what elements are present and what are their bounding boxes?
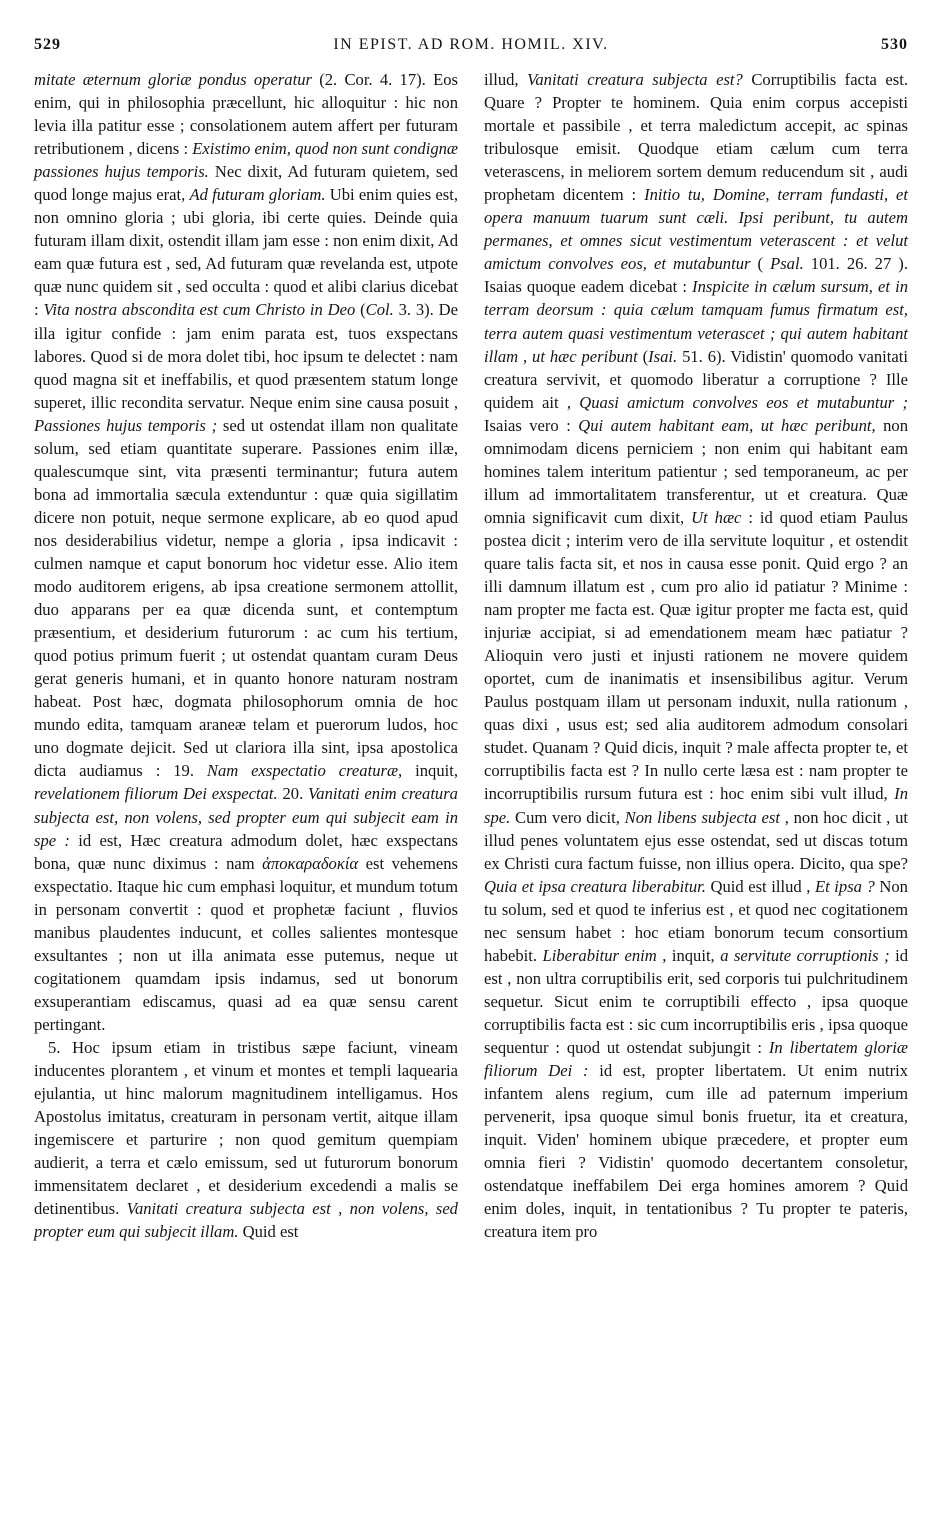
right-column xyxy=(484,68,908,1243)
text-run: id est, Hæc creatura admodum dolet, hæc exspectans bona, quæ nunc diximus : nam xyxy=(34,830,458,873)
italic-run: Col. xyxy=(365,300,394,320)
text-run: Cum vero dicit, xyxy=(510,807,625,827)
text-run: 101. 26. 27 ). Isaias quoque eadem dicebat : xyxy=(484,254,908,297)
text-run: 3. 3). De illa igitur confide : jam enim parata est, tuos exspectans labores. Quod si de mora dolet tibi, hoc ipsum te delectet : nam quod magna sit et ineffabilis, et quod præsentem statum longe superet, illic recondita servatur. Neque enim sine causa posuit , xyxy=(34,300,458,412)
text-run: , non hoc dicit , ut illud penes voluntatem ejus esse ostendat, sed ut discas totum ex Christi cura factum fuisse, non illius opera. Dicito, qua spe? xyxy=(484,807,908,873)
text-run: sed ut ostendat illam non qualitate solum, sed etiam quantitate superare. Passiones enim illæ, qualescumque sint, vita præsenti terminantur; futura autem bona ad immortalia sæcula extenduntur : quæ quia sigillatim dicere non potuit, neque sermone explicare, ab eo quod apud nos desiderabilius videtur, nempe a gloria , ipsa indicavit : culmen namque et caput bonorum hoc videtur esse. Alio item modo auditorem erigens, ab ipsa creatione sermonem attollit, duo apparans per ea quæ dicenda sunt, et contemptum præsentium, et desiderium futurorum : ac cum his tertium, quod potius primum fuerit ; ut ostendat quantam curam Deus gerat generis humani, et in quanto honore naturam nostram habeat. Post hæc, dogmata philosophorum omnia de hoc mundo edita, tamquam araneæ telam et puerorum ludos, hoc uno dogmate dejicit. Sed ut clariora illa sint, ipsa apostolica dicta audiamus : 19. xyxy=(34,415,458,781)
italic-run: Passiones hujus temporis ; xyxy=(34,415,218,435)
italic-run: Quia et ipsa creatura liberabitur. xyxy=(484,876,706,896)
text-run: Corruptibilis facta est. Quare ? Propter te hominem. Quia enim corpus accepisti mortale et passibile , et terra maledictum accepit, ac spinas tribulosque emisit. Quodque etiam cælum cum terra veterascens, in meliorem sortem demum reducendum sit , audi prophetam dicentem : xyxy=(484,70,908,205)
italic-run: Ut hæc xyxy=(691,507,742,527)
text-run: inquit, xyxy=(402,761,458,781)
italic-run: Ad futuram gloriam. xyxy=(189,185,326,205)
text-run: Isaias vero : xyxy=(484,415,579,435)
italic-run: revelationem filiorum Dei exspectat. xyxy=(34,784,278,804)
text-run: Quid est illud , xyxy=(705,876,815,896)
page-number-left: 529 xyxy=(34,36,61,53)
text-columns xyxy=(34,68,908,1243)
text-run: Nec dixit, Ad futuram quietem, sed quod longe majus erat, xyxy=(34,162,458,205)
left-column xyxy=(34,68,458,1243)
text-run: ( xyxy=(355,300,366,320)
paragraph xyxy=(34,68,458,1036)
italic-run: Liberabitur enim xyxy=(542,945,657,965)
running-head-title: IN EPIST. AD ROM. HOMIL. XIV. xyxy=(333,36,609,53)
text-run: illud, xyxy=(484,70,528,89)
italic-run: ἀποκαραδοκία xyxy=(262,853,359,873)
text-run: est vehemens exspectatio. Itaque hic cum emphasi loquitur, et mundum totum in personam convertit : quod et prophetæ faciunt , fluvios manibus plaudentes inducunt, et colles salientes montesque exsultantes ; non ut illa animata esse putemus, neque ut cogitationem quamdam ipsis indamus, sed ut bonorum exsuperantiam ediscamus, quasi ad ea quæ sensu carent pertingant. xyxy=(34,853,458,1034)
italic-run: Vanitati creatura subjecta est , non volens, sed propter eum qui subjecit illam. xyxy=(34,1199,458,1242)
italic-run: Isai. xyxy=(648,346,678,366)
text-run: Ubi enim quies est, non omnino gloria ; ubi gloria, ibi certe quies. Deinde quia futuram illam dixit, ostendit illam jam esse : non enim dixit, Ad eam quæ futura est , sed, Ad futuram quæ revelanda est, utpote quæ nunc quidem sit , sed occulta : quod et alibi clarius dicebat : xyxy=(34,185,458,320)
page-number-right: 530 xyxy=(881,36,908,53)
italic-run: Vita nostra abscondita est cum Christo in Deo xyxy=(43,300,356,320)
italic-run: Nam exspectatio creaturæ, xyxy=(206,761,403,781)
italic-run: a servitute corruptionis ; xyxy=(720,945,890,965)
italic-run: Psal. xyxy=(770,254,804,274)
text-run: : id quod etiam Paulus postea dicit ; interim vero de illa servitute loquitur , et ostendit quare talis facta sit, et nos in causa esse ponit. Quid ergo ? an illi damnum illatum est , cum pro alio id patiatur ? Minime : nam propter me facta est. Quæ igitur propter me facta est, quid injuriæ accipiat, si ad emendationem meam hæc patiatur ? Alioquin vero justi et injusti rationem ne movere quidem oportet, cum de inanimatis et insensibilibus agitur. Verum Paulus postquam illam ut personam induxit, nulla rationum , quas dixi , usus est; sed alia auditorem admodum consolari studet. Quanam ? Quid dicis, inquit ? male affecta propter te, et corruptibilis facta est ? In nullo certe læsa est : nam propter te incorruptibilis rursum futura est : hoc enim sibi vult illud, xyxy=(484,507,908,804)
text-run: id est , non ultra corruptibilis erit, sed corporis tui pulchritudinem sequetur. Sicut enim te corruptibili effecto , ipsa quoque corruptibilis facta est : sic cum incorruptibilis eris , ipsa quoque sequentur : quod ut ostendat subjungit : xyxy=(484,945,909,1057)
paragraph-5 xyxy=(34,1036,458,1243)
text-run: 20. xyxy=(277,784,308,804)
italic-run: Non libens subjecta est xyxy=(624,807,780,827)
italic-run: Et ipsa ? xyxy=(814,876,875,896)
italic-run: Initio tu, Domine, terram fundasti, et opera manuum tuarum sunt cæli. Ipsi peribunt, tu autem permanes, et omnes sicut vestimentum veterascent : et velut amictum convolves eos, et mutabuntur xyxy=(484,185,908,274)
paragraph xyxy=(484,68,908,1243)
italic-run: Qui autem habitant eam, ut hæc peribunt, xyxy=(578,415,876,435)
text-run: Quid est xyxy=(238,1222,299,1242)
italic-run: In spe. xyxy=(484,784,908,827)
text-run: ( xyxy=(637,346,649,366)
italic-run: Existimo enim, quod non sunt condignæ passiones hujus temporis. xyxy=(34,139,459,182)
text-run: , inquit, xyxy=(656,945,721,965)
running-header xyxy=(34,32,908,62)
italic-run: Inspicite in cælum sursum, et in terram deorsum : quia cælum tamquam fumus firmatum est, terra autem quasi vestimentum veterascet ; qui autem habitant illam , ut hæc peribunt xyxy=(484,277,908,366)
italic-run: mitate æternum gloriæ pondus operatur xyxy=(34,70,312,89)
text-run: ( xyxy=(750,254,771,274)
italic-run: Quasi amictum convolves eos et mutabuntur ; xyxy=(579,392,908,412)
text-run: 51. 6). Vidistin' quomodo vanitati creatura servivit, et quomodo liberatur a corruptione ? Ille quidem ait , xyxy=(484,346,908,412)
italic-run: Vanitati creatura subjecta est? xyxy=(527,70,743,89)
text-run: Non tu solum, sed et quod te inferius est , et quod nec cogitationem nec sensum habet : hoc etiam bonorum tecum consortium habebit. xyxy=(484,876,908,965)
text-run: 5. Hoc ipsum etiam in tristibus sæpe faciunt, vineam inducentes plorantem , et vinum et montes et templi laquearia ejulantia, ut hinc malorum magnitudinem intelligamus. Hos Apostolus imitatus, creaturam in personam vertit, aitque illam ingemiscere et parturire ; non quod gemitum quempiam audierit, a terra et cælo emissum, sed ut futurorum bonorum immensitatem declaret , et desiderium excedendi a malis se detinentibus. xyxy=(34,1037,458,1219)
text-run: (2. Cor. 4. 17). Eos enim, qui in philosophia præcellunt, hic alloquitur : hic non levia illa patitur esse ; consolationem autem affert per futuram retributionem , dicens : xyxy=(34,70,458,159)
italic-run: Vanitati enim creatura subjecta est, non volens, sed propter eum qui subjecit eam in spe : xyxy=(34,784,458,850)
italic-run: In libertatem gloriæ filiorum Dei : xyxy=(484,1037,908,1081)
text-run: id est, propter libertatem. Ut enim nutrix infantem alens regium, cum ille ad paternum imperium pervenerit, ipsa quoque simul bonis fruetur, ita et creatura, inquit. Viden' hominem ubique præcedere, et propter eum omnia fieri ? Vidistin' quomodo decertantem consoletur, ostendatque ineffabilem Dei erga homines amorem ? Quid enim doles, inquit, in tentationibus ? Tu propter te pateris, creatura item pro xyxy=(484,1061,908,1242)
text-run: non omnimodam dicens perniciem ; non enim qui habitant eam homines talem interitum patientur ; sed temporaneum, ac per illum ad immortalitatem transferentur, ut et creatura. Quæ omnia significavit cum dixit, xyxy=(484,415,908,527)
